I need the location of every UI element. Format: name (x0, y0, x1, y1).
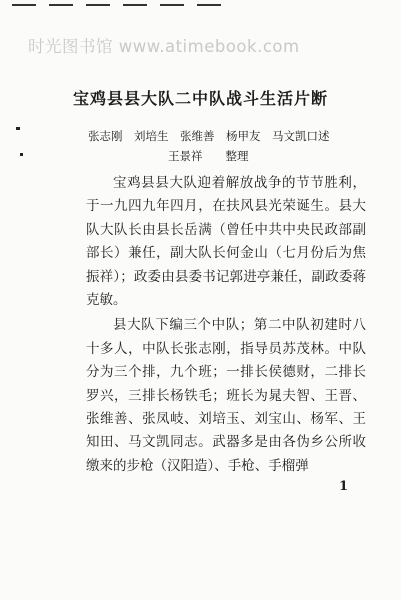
page-number: 1 (339, 479, 349, 494)
article-body (86, 172, 366, 478)
author-credits (88, 126, 388, 166)
top-edge-dashes (0, 0, 401, 10)
margin-mark (20, 153, 23, 156)
paragraph: 县大队下编三个中队；第二中队初建时八十多人，中队长张志刚，指导员苏茂林。中队分为三个排，九个班；一排长侯德财，二排长罗兴，三排长杨铁毛；班长为晁夫智、王晋、张维善、张凤岐、刘培玉、刘宝山、杨军、王知田、马文凯同志。武器多是由各伪乡公所收缴来的步枪（汉阳造）、手枪、手榴弹 (86, 317, 366, 474)
paragraph: 宝鸡县县大队迎着解放战争的节节胜利，于一九四九年四月，在扶风县光荣诞生。县大队大队长由县长岳满（曾任中共中央民政部副部长）兼任，副大队长何金山（七月份后为焦振祥）；政委由县委书记郭进亭兼任，副政委蒋克敏。 (86, 175, 366, 309)
author-line-narrators: 张志刚 刘培生 张维善 杨甲友 马文凯口述 (88, 129, 330, 143)
author-line-editor: 王景祥 整理 (168, 149, 249, 163)
watermark: 时光图书馆 www.atimebook.com (28, 37, 300, 56)
article-title: 宝鸡县县大队二中队战斗生活片断 (72, 89, 328, 108)
margin-mark (16, 127, 20, 130)
